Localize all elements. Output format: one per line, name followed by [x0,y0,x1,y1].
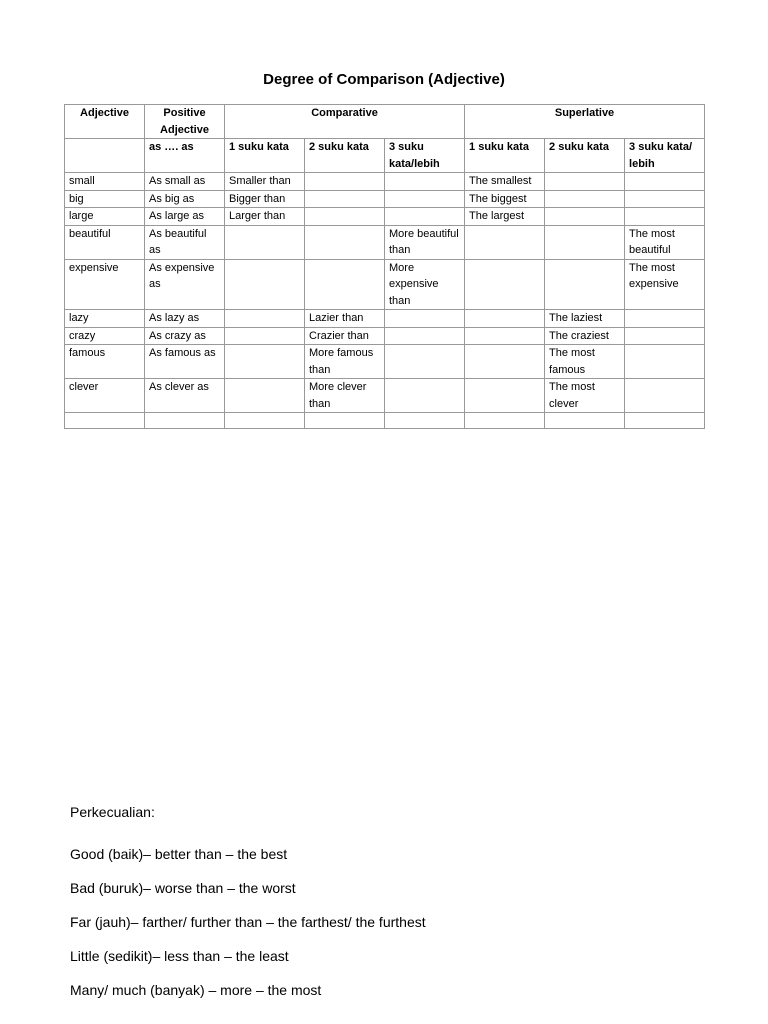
table-cell [305,225,385,259]
table-cell: More famous than [305,345,385,379]
table-cell [65,413,145,429]
table-cell [225,327,305,345]
subheader-comparative-3: 3 suku kata/lebih [385,139,465,173]
table-cell: As big as [145,190,225,208]
table-cell: As lazy as [145,310,225,328]
exception-item: Far (jauh)– farther/ further than – the farthest/ the furthest [70,914,426,930]
table-cell: The most beautiful [625,225,705,259]
table-cell [545,190,625,208]
table-cell [225,225,305,259]
table-cell [305,208,385,226]
subheader-superlative-3: 3 suku kata/ lebih [625,139,705,173]
table-cell: famous [65,345,145,379]
table-cell [385,190,465,208]
table-cell [385,379,465,413]
table-cell: crazy [65,327,145,345]
header-positive: Positive Adjective [145,105,225,139]
table-cell [465,379,545,413]
table-cell [625,310,705,328]
table-cell [385,173,465,191]
table-row [65,173,705,191]
header-adjective: Adjective [65,105,145,139]
header-superlative: Superlative [465,105,705,139]
table-cell [545,413,625,429]
subheader-comparative-1: 1 suku kata [225,139,305,173]
subheader-comparative-2: 2 suku kata [305,139,385,173]
exception-item: Many/ much (banyak) – more – the most [70,982,322,998]
table-row [65,190,705,208]
table-cell: Crazier than [305,327,385,345]
table-cell [225,413,305,429]
table-cell [385,310,465,328]
exception-item: Good (baik)– better than – the best [70,846,288,862]
table-cell [625,379,705,413]
table-cell [625,173,705,191]
table-cell [385,413,465,429]
table-cell [625,413,705,429]
table-row [65,310,705,328]
table-row [65,225,705,259]
page-title: Degree of Comparison (Adjective) [263,71,505,88]
table-cell [305,190,385,208]
table-cell [465,259,545,310]
table-cell [465,413,545,429]
table-cell: Bigger than [225,190,305,208]
table-cell [545,173,625,191]
table-row [65,345,705,379]
table-cell: More beautiful than [385,225,465,259]
table-cell [545,208,625,226]
table-cell: As famous as [145,345,225,379]
exception-item: Bad (buruk)– worse than – the worst [70,880,296,896]
table-cell [305,173,385,191]
table-row [65,208,705,226]
exceptions-section [70,803,426,1015]
table-cell [625,327,705,345]
table-cell: The most famous [545,345,625,379]
table-cell: small [65,173,145,191]
table-cell [625,190,705,208]
table-cell [385,208,465,226]
table-header-row [65,105,705,139]
table-cell: The craziest [545,327,625,345]
table-cell: As beautiful as [145,225,225,259]
table-row [65,379,705,413]
table-cell: The smallest [465,173,545,191]
table-cell [145,413,225,429]
table-cell: More expensive than [385,259,465,310]
table-cell [545,259,625,310]
table-cell: As crazy as [145,327,225,345]
table-cell [625,208,705,226]
table-cell: big [65,190,145,208]
exception-item: Little (sedikit)– less than – the least [70,948,289,964]
table-cell [385,345,465,379]
table-cell: Smaller than [225,173,305,191]
subheader-as-as: as …. as [145,139,225,173]
table-cell [225,259,305,310]
table-cell [465,225,545,259]
subheader-superlative-2: 2 suku kata [545,139,625,173]
comparison-table [64,104,705,429]
table-cell [225,379,305,413]
table-cell [465,327,545,345]
table-cell [465,310,545,328]
table-subheader-row [65,139,705,173]
table-cell: The laziest [545,310,625,328]
table-cell: As clever as [145,379,225,413]
table-cell [225,310,305,328]
table-cell [385,327,465,345]
table-cell: large [65,208,145,226]
subheader-blank [65,139,145,173]
table-cell [225,345,305,379]
table-cell: The most clever [545,379,625,413]
table-row [65,327,705,345]
header-comparative: Comparative [225,105,465,139]
table-cell: More clever than [305,379,385,413]
exceptions-title: Perkecualian: [70,804,155,820]
table-cell: lazy [65,310,145,328]
table-cell: Lazier than [305,310,385,328]
table-cell [465,345,545,379]
table-cell: As expensive as [145,259,225,310]
table-row-empty [65,413,705,429]
subheader-superlative-1: 1 suku kata [465,139,545,173]
table-cell: clever [65,379,145,413]
table-cell: The most expensive [625,259,705,310]
table-cell: As large as [145,208,225,226]
table-cell [305,413,385,429]
table-cell [305,259,385,310]
table-cell: The largest [465,208,545,226]
table-cell: beautiful [65,225,145,259]
table-cell: Larger than [225,208,305,226]
table-cell [625,345,705,379]
table-cell: As small as [145,173,225,191]
table-cell: The biggest [465,190,545,208]
table-row [65,259,705,310]
table-cell: expensive [65,259,145,310]
table-cell [545,225,625,259]
